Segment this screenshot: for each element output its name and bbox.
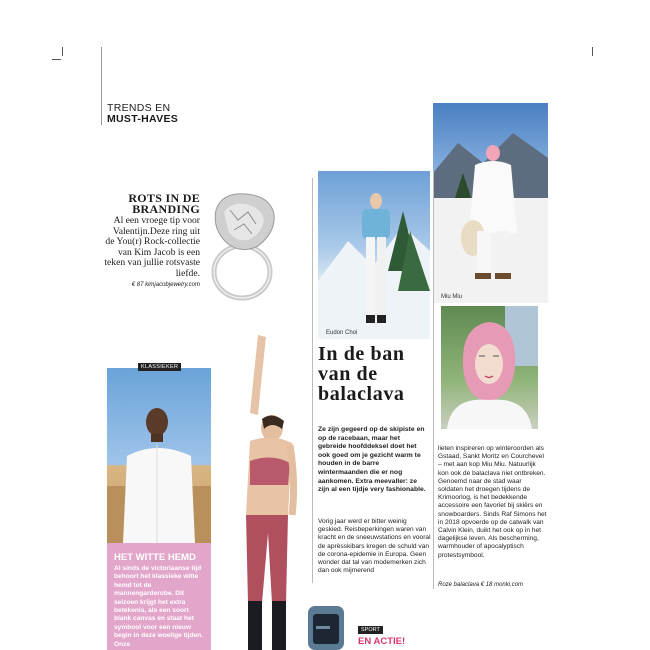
section-line-1: TRENDS EN	[107, 102, 171, 114]
smartwatch-photo	[302, 606, 348, 650]
crop-mark	[592, 47, 593, 56]
ring-body: Al een vroege tip voor Valentijn.Deze ring uit de You(r) Rock-collectie van Kim Jacob is een teken van jullie rotsvaste liefde.	[104, 215, 200, 279]
caption-eudon-choi: Eudon Choi	[326, 330, 358, 336]
klassieker-box	[107, 543, 211, 650]
balaclava-photo	[441, 306, 538, 429]
crop-mark	[62, 47, 63, 56]
sport-tag: SPORT	[358, 626, 383, 634]
ring-price: € 87 kimjacobjewelry.com	[131, 281, 200, 288]
caption-miu-miu: Miu Miu	[441, 294, 463, 300]
klassieker-title: HET WITTE HEMD	[114, 552, 196, 563]
crop-mark	[52, 59, 61, 60]
white-shirt-photo	[107, 368, 211, 543]
page-divider	[101, 47, 102, 125]
ring-feature	[104, 193, 200, 288]
article-rule	[433, 171, 434, 589]
article-body-left: Vorig jaar werd er bitter weinig geskied. Reisbeperkingen waren van kracht en de sneeuwstations en vooral de aprèsskibars kregen de schuld van de corona-epidemie in Europa. Geen wonder dat tal van modemerken zich dan ook mijmerend	[318, 518, 431, 575]
athlete-photo	[212, 333, 302, 650]
ring-photo	[202, 190, 284, 315]
article-title: In de ban van de balaclava	[318, 343, 405, 405]
klassieker-body: Al sinds de victoriaanse tijd behoort het klassieke witte hemd tot de mannengarderobe. Dit seizoen krijgt het extra betekenis, als een soort blank canvas en staat het symbool voor een nieuw begin in deze woelige tijden. Onze	[114, 565, 204, 648]
article-caption: Roze balaclava € 18 monki.com	[438, 582, 524, 588]
section-line-2: MUST-HAVES	[107, 113, 179, 125]
article-body-right: lieten inspireren op winteroorden als Gstaad, Sankt Moritz en Courchevel – met aan kop Miu Miu. Natuurlijk kon ook de balaclava niet ontbreken. Genoemd naar de stad waar soldaten het droegen tijdens de Krimoorlog, is het bedekkende accessoire een favoriet bij skiërs en snowboarders. Sinds Raf Simons het in 2018 opvoerde op de catwalk van Calvin Klein, duikt het ook op in het dagelijkse leven. Als bescherming, warmhouder of apocalyptisch protestsymbool.	[438, 445, 547, 559]
miu-miu-photo	[433, 103, 548, 303]
eudon-choi-photo	[318, 171, 430, 339]
sport-title: EN ACTIE!	[358, 636, 406, 647]
article-rule-left	[312, 178, 313, 583]
section-header	[107, 102, 178, 125]
article-intro: Ze zijn gegeerd op de skipiste en op de racebaan, maar het gebreide hoofddeksel doet het ook goed om je gezicht warm te houden in de barre wintermaanden die er nog aankomen. Extra meevaller: ze zijn al een tijdje very fashionable.	[318, 426, 426, 494]
ring-title: ROTS IN DE BRANDING	[128, 191, 200, 216]
klassieker-tag: KLASSIEKER	[138, 363, 181, 371]
